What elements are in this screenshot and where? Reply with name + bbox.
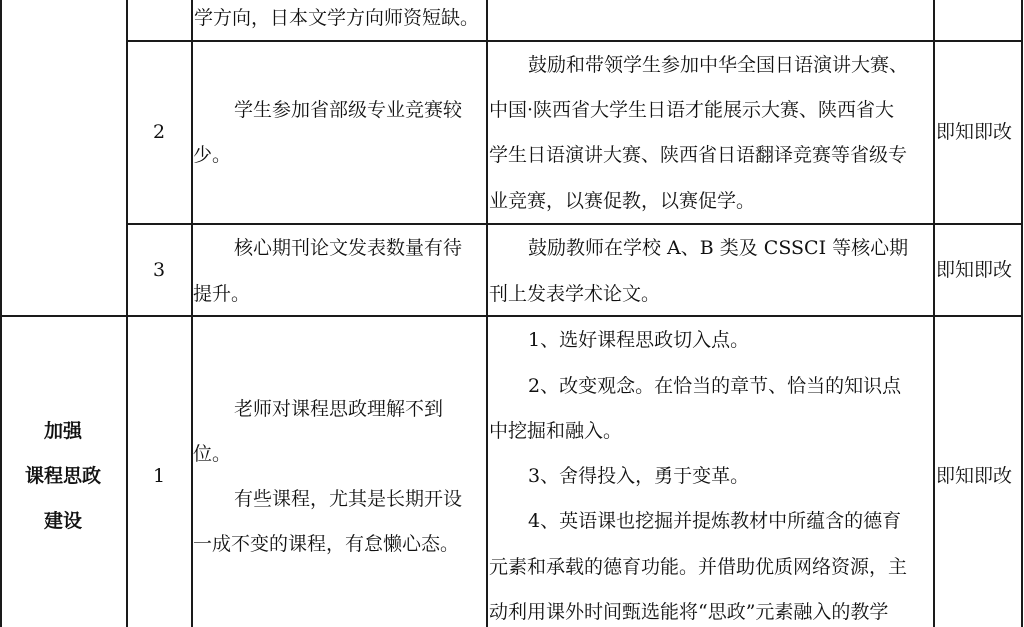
row-number: 3 [153, 259, 166, 281]
deadline-text: 即知即改 [936, 259, 1013, 281]
measure-text: 刊上发表学术论文。 [489, 283, 661, 305]
grid-line [1021, 0, 1023, 627]
issue-text: 核心期刊论文发表数量有待 [234, 237, 463, 259]
measure-text: 鼓励教师在学校 A、B 类及 CSSCI 等核心期 [528, 237, 909, 259]
issue-text: 学生参加省部级专业竞赛较 [234, 99, 463, 121]
measure-text: 学生日语演讲大赛、陕西省日语翻译竞赛等省级专 [489, 144, 908, 166]
issue-text: 有些课程，尤其是长期开设 [234, 488, 463, 510]
issue-text: 位。 [193, 443, 232, 465]
measure-text: 动利用课外时间甄选能将“思政”元素融入的教学 [489, 601, 889, 623]
issue-text: 老师对课程思政理解不到 [234, 398, 444, 420]
row-number: 2 [153, 121, 166, 143]
measure-text: 中挖掘和融入。 [489, 420, 623, 442]
deadline-text: 即知即改 [936, 465, 1013, 487]
issue-text: 少。 [193, 144, 232, 166]
category-label: 建设 [44, 510, 83, 532]
grid-line [126, 223, 1023, 225]
row-number: 1 [153, 465, 166, 487]
measure-text: 鼓励和带领学生参加中华全国日语演讲大赛、 [528, 54, 909, 76]
deadline-text: 即知即改 [936, 121, 1013, 143]
category-label: 课程思政 [25, 465, 102, 487]
measure-text: 1、选好课程思政切入点。 [528, 329, 750, 351]
grid-line [486, 0, 488, 627]
grid-line [0, 0, 2, 627]
issue-text: 一成不变的课程，有怠懒心态。 [193, 533, 460, 555]
measure-text: 3、舍得投入，勇于变革。 [528, 465, 750, 487]
category-label: 加强 [44, 420, 83, 442]
grid-line [933, 0, 935, 627]
grid-line [0, 315, 1023, 317]
issue-text: 学方向，日本文学方向师资短缺。 [194, 7, 480, 29]
grid-line [126, 0, 128, 627]
measure-text: 4、英语课也挖掘并提炼教材中所蕴含的德育 [528, 510, 902, 532]
issue-text: 提升。 [193, 283, 251, 305]
measure-text: 中国·陕西省大学生日语才能展示大赛、陕西省大 [489, 99, 895, 121]
measure-text: 2、改变观念。在恰当的章节、恰当的知识点 [528, 375, 902, 397]
measure-text: 元素和承载的德育功能。并借助优质网络资源，主 [489, 556, 908, 578]
grid-line [126, 40, 1023, 42]
measure-text: 业竞赛，以赛促教，以赛促学。 [489, 190, 756, 212]
